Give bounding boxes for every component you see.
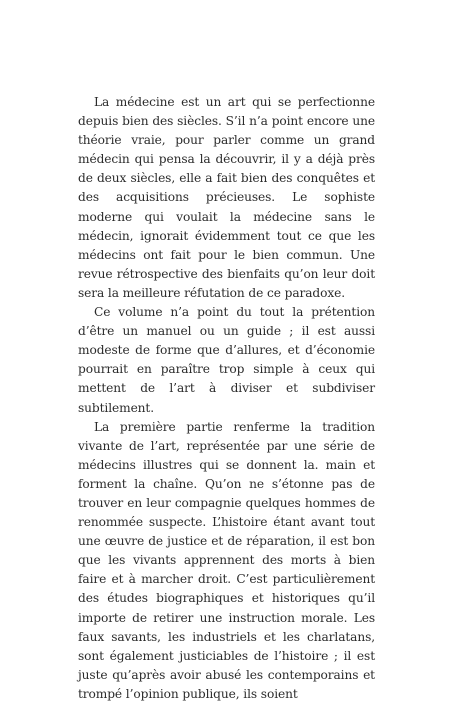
- page-body-text: [78, 93, 375, 704]
- paragraph-first-part: La première partie renferme la tradition vivante de l’art, représentée par une série de médecins illustres qui se donnent la. main et forment la chaîne. Qu’on ne s’étonne pas de trouver en leur compagnie quelques hommes de renommée suspecte. L’histoire étant avant tout une œuvre de justice et de réparation, il est bon que les vivants apprennent des morts à bien faire et à marcher droit. C’est particulièrement des études biographiques et historiques qu’il importe de retirer une instruction morale. Les faux savants, les industriels et les charlatans, sont également justiciables de l’histoire ; il est juste qu’après avoir abusé les contemporains et trompé l’opinion publique, ils soient: [78, 419, 375, 701]
- paragraph-volume-purpose: Ce volume n’a point du tout la prétention d’être un manuel ou un guide ; il est aussi modeste de forme que d’allures, et d’économie pourrait en paraître trop simple à ceux qui mettent de l’art à diviser et subdiviser subtilement.: [78, 305, 375, 415]
- paragraph-medicine-art: La médecine est un art qui se perfectionne depuis bien des siècles. S’il n’a point encore une théorie vraie, pour parler comme un grand médecin qui pensa la découvrir, il y a déjà près de deux siècles, elle a fait bien des conquêtes et des acquisitions précieuses. Le sophiste moderne qui voulait la médecine sans le médecin, ignorait évidemment tout ce que les médecins ont fait pour le bien commun. Une revue rétrospective des bienfaits qu’on leur doit sera la meilleure réfutation de ce paradoxe.: [78, 95, 375, 300]
